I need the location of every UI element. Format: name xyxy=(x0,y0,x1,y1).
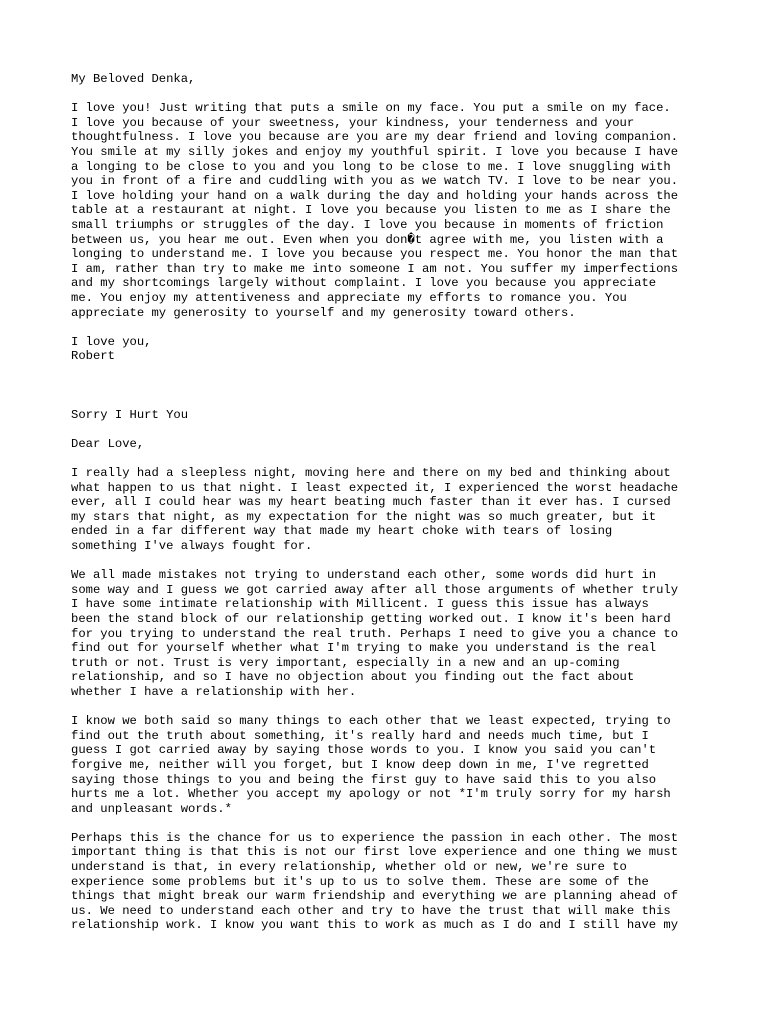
paragraph-line: hurts me a lot. Whether you accept my apology or not *I'm truly sorry for my harsh xyxy=(71,787,671,802)
paragraph-line: things that might break our warm friendship and everything we are planning ahead of xyxy=(71,889,679,904)
letter2-title: Sorry I Hurt You xyxy=(71,407,189,422)
paragraph-line: relationship, and so I have no objection about you finding out the fact about xyxy=(71,670,635,685)
letter1-body-line: I love you! Just writing that puts a smile on my face. You put a smile on my face. xyxy=(71,101,671,116)
letter1-body-line: longing to understand me. I love you because you respect me. You honor the man that xyxy=(71,247,679,262)
letter2-paragraph xyxy=(71,831,731,933)
paragraph-line: saying those things to you and being the first guy to have said this to you also xyxy=(71,772,657,787)
letter1-body-line: and my shortcomings largely without complaint. I love you because you appreciate xyxy=(71,276,657,291)
spacer xyxy=(71,422,731,437)
letter1-body-line: table at a restaurant at night. I love you because you listen to me as I share the xyxy=(71,203,671,218)
letter2-paragraph xyxy=(71,466,731,554)
letter1-salutation: My Beloved Denka, xyxy=(71,72,196,86)
paragraph-line: Perhaps this is the chance for us to experience the passion in each other. The most xyxy=(71,830,679,845)
letter2-paragraph xyxy=(71,568,731,699)
letter1-body-line: me. You enjoy my attentiveness and appreciate my efforts to romance you. You xyxy=(71,290,627,305)
spacer xyxy=(71,816,731,831)
letter1-closing: I love you, xyxy=(71,334,152,349)
letter1-body-line: between us, you hear me out. Even when you don�t agree with me, you listen with a xyxy=(71,232,664,247)
paragraph-line: what happen to us that night. I least expected it, I experienced the worst headache xyxy=(71,480,679,495)
spacer xyxy=(71,87,731,102)
paragraph-line: ended in a far different way that made my heart choke with tears of losing xyxy=(71,524,613,539)
letter1-body-line: a longing to be close to you and you long to be close to me. I love snuggling with xyxy=(71,159,671,174)
spacer xyxy=(71,320,731,335)
letter1-body-line: appreciate my generosity to yourself and my generosity toward others. xyxy=(71,305,576,320)
letter1-body-line: thoughtfulness. I love you because are you are my dear friend and loving companion. xyxy=(71,130,679,145)
spacer xyxy=(71,451,731,466)
spacer xyxy=(71,700,731,715)
paragraph-line: find out the truth about something, it's really hard and needs much time, but I xyxy=(71,728,649,743)
paragraph-line: some way and I guess we got carried away after all those arguments of whether truly xyxy=(71,582,679,597)
letter1-body-line: I love holding your hand on a walk during the day and holding your hands across the xyxy=(71,188,679,203)
letter1-body-line: I am, rather than try to make me into someone I am not. You suffer my imperfections xyxy=(71,261,679,276)
letter1-body-line: you in front of a fire and cuddling with you as we watch TV. I love to be near you. xyxy=(71,174,679,189)
paragraph-line: I have some intimate relationship with Millicent. I guess this issue has always xyxy=(71,597,649,612)
section-gap xyxy=(71,364,731,408)
paragraph-line: relationship work. I know you want this to work as much as I do and I still have my xyxy=(71,918,679,933)
paragraph-line: forgive me, neither will you forget, but I know deep down in me, I've regretted xyxy=(71,757,649,772)
paragraph-line: We all made mistakes not trying to understand each other, some words did hurt in xyxy=(71,568,657,583)
paragraph-line: whether I have a relationship with her. xyxy=(71,684,357,699)
paragraph-line: experience some problems but it's up to us to solve them. These are some of the xyxy=(71,874,649,889)
paragraph-line: been the stand block of our relationship getting worked out. I know it's been hard xyxy=(71,611,671,626)
paragraph-line: important thing is that this is not our first love experience and one thing we must xyxy=(71,845,679,860)
letter1-body-line: small triumphs or struggles of the day. I love you because in moments of friction xyxy=(71,217,664,232)
paragraph-line: ever, all I could hear was my heart beating much faster than it ever has. I cursed xyxy=(71,495,671,510)
paragraph-line: my stars that night, as my expectation for the night was so much greater, but it xyxy=(71,509,657,524)
paragraph-line: for you trying to understand the real truth. Perhaps I need to give you a chance to xyxy=(71,626,679,641)
spacer xyxy=(71,554,731,569)
letter1-signature: Robert xyxy=(71,349,115,364)
paragraph-line: I really had a sleepless night, moving here and there on my bed and thinking about xyxy=(71,466,671,481)
paragraph-line: guess I got carried away by saying those words to you. I know you said you can't xyxy=(71,743,657,758)
letter1-body-line: You smile at my silly jokes and enjoy my youthful spirit. I love you because I have xyxy=(71,144,679,159)
document-page xyxy=(71,72,731,933)
paragraph-line: find out for yourself whether what I'm trying to make you understand is the real xyxy=(71,641,657,656)
letter1-body xyxy=(71,101,731,320)
letter1-body-line: I love you because of your sweetness, your kindness, your tenderness and your xyxy=(71,115,635,130)
paragraph-line: I know we both said so many things to each other that we least expected, trying to xyxy=(71,714,671,729)
paragraph-line: understand is that, in every relationship, whether old or new, we're sure to xyxy=(71,860,627,875)
letter2-paragraph xyxy=(71,714,731,816)
letter2-salutation: Dear Love, xyxy=(71,436,145,451)
paragraph-line: something I've always fought for. xyxy=(71,539,313,554)
paragraph-line: us. We need to understand each other and try to have the trust that will make this xyxy=(71,903,671,918)
paragraph-line: and unpleasant words.* xyxy=(71,801,232,816)
paragraph-line: truth or not. Trust is very important, especially in a new and an up-coming xyxy=(71,655,620,670)
